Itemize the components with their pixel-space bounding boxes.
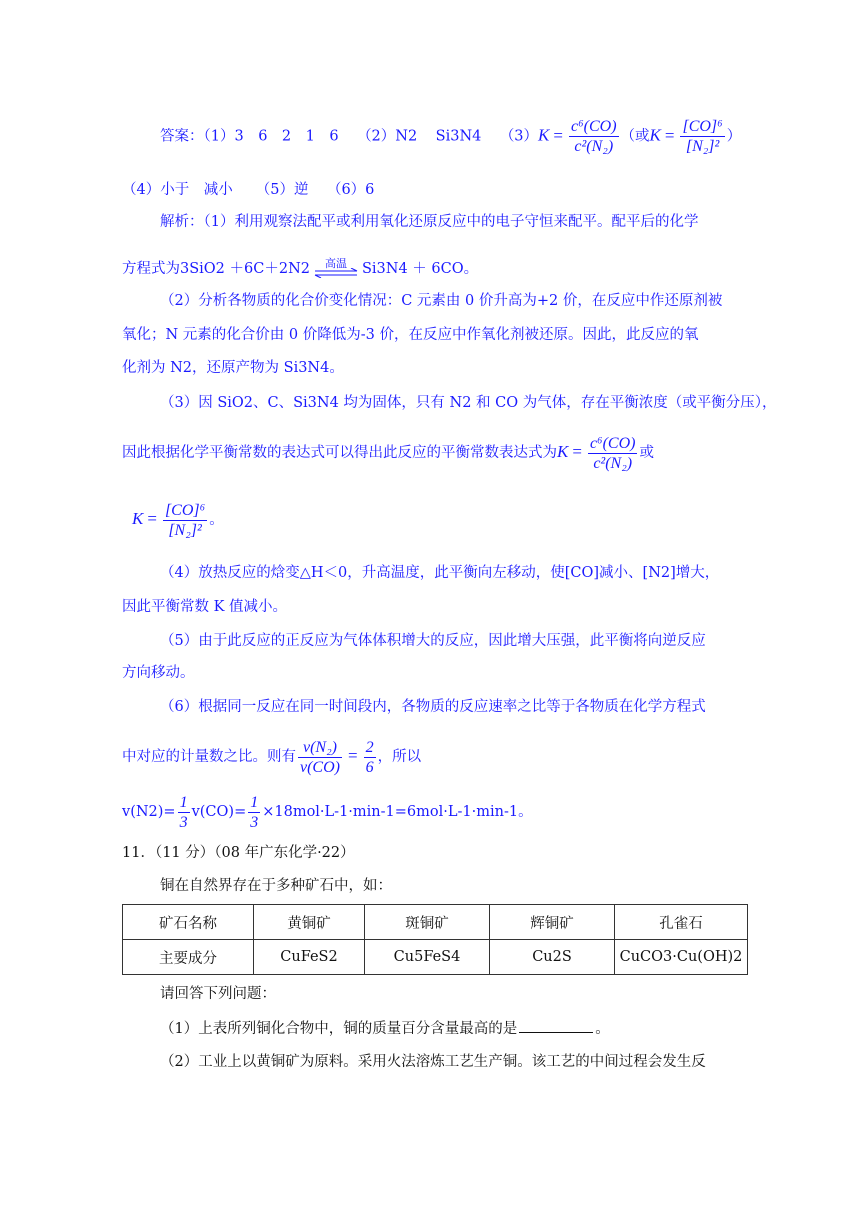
analysis-p2-line3: 化剂为 N2，还原产物为 Si3N4。 — [122, 360, 344, 376]
k-concentration-fraction — [569, 117, 619, 156]
analysis-p3-or: 或 — [639, 445, 654, 461]
answer-line-2 — [122, 180, 374, 200]
rate-calc-b: v(CO)= — [191, 804, 247, 820]
question-number: 11．（11 分）（08 年广东化学·22） — [122, 845, 355, 861]
answer-part3-close: ） — [726, 128, 742, 145]
question-prompt: 请回答下列问题： — [160, 986, 276, 1002]
answer-line — [160, 117, 741, 156]
k-numerator: c⁶(CO) — [570, 118, 617, 135]
one-third-fraction-2 — [248, 793, 260, 832]
rate-ratio-numerator: v(N₂) — [298, 738, 342, 758]
k-bracket-fraction — [680, 117, 724, 156]
k-bracket-numerator: [CO]⁶ — [682, 118, 723, 135]
analysis-p5-line1: （5）由于此反应的正反应为气体体积增大的反应，因此增大压强，此平衡将向逆反应 — [160, 633, 706, 649]
analysis-p6-line3 — [122, 790, 533, 834]
rate-ratio-fraction — [298, 738, 342, 777]
k-bracket-fraction-2 — [163, 501, 207, 540]
analysis-p6-text: 中对应的计量数之比。则有 — [122, 749, 296, 765]
analysis-p3-line2 — [122, 430, 654, 475]
formula-equals-2: = — [572, 442, 582, 461]
rate-calc-a: v(N2)= — [122, 804, 176, 820]
table-cell: Cu5FeS4 — [365, 940, 490, 975]
table-header-cell: 矿石名称 — [123, 905, 254, 940]
table-cell: Cu2S — [490, 940, 615, 975]
answer-part3-label: （3） — [499, 128, 539, 145]
analysis-p2-line1: （2）分析各物质的化合价变化情况：C 元素由 0 价升高为+2 价，在反应中作还原剂被 — [160, 293, 723, 309]
rate-ratio-denominator: v(CO) — [300, 758, 340, 776]
answer-part1-label: （1） — [203, 128, 235, 145]
equation-products: Si3N4 ＋ 6CO。 — [361, 261, 479, 277]
analysis-p6-line1: （6）根据同一反应在同一时间段内，各物质的反应速率之比等于各物质在化学方程式 — [160, 699, 706, 715]
rate-calc-c: ×18mol·L-1·min-1=6mol·L-1·min-1。 — [262, 804, 533, 820]
analysis-p5-line2: 方向移动。 — [122, 665, 195, 681]
answer-part2-product: Si3N4 — [435, 128, 482, 145]
k-bracket-numerator-2: [CO]⁶ — [164, 501, 206, 519]
answer-part2-oxidant: N2 — [395, 128, 418, 145]
analysis-p6-line2 — [122, 734, 421, 779]
table-row — [123, 905, 748, 940]
answer-blank-input[interactable] — [519, 1018, 593, 1033]
equation-reactants: 3SiO2 ＋6C＋2N2 — [180, 261, 310, 277]
reaction-condition: 高温 — [324, 257, 347, 270]
one-third-denominator: 3 — [179, 813, 188, 831]
analysis-p3-line3 — [132, 497, 224, 542]
table-header-cell: 黄铜矿 — [254, 905, 365, 940]
k-bracket-denominator: [N₂]² — [685, 138, 720, 155]
one-third-fraction — [178, 793, 190, 832]
table-cell: 主要成分 — [123, 940, 254, 975]
question-part1 — [160, 1018, 610, 1039]
equilibrium-arrow-icon — [314, 258, 358, 280]
rate-ratio-equals: = — [347, 746, 358, 765]
answer-part5: （5）逆 — [255, 182, 309, 198]
rate-value-fraction — [364, 738, 376, 777]
one-third-numerator-2: 1 — [250, 793, 259, 811]
answer-prefix: 答案： — [160, 128, 204, 145]
k-bracket-denominator-2: [N₂]² — [168, 521, 202, 539]
analysis-intro: 解析：（1）利用观察法配平或利用氧化还原反应中的电子守恒来配平。配平后的化学 — [160, 214, 699, 230]
one-third-denominator-2: 3 — [250, 813, 259, 831]
answer-part2-label: （2） — [357, 128, 396, 145]
table-row — [123, 940, 748, 975]
k-concentration-fraction-2 — [588, 434, 638, 473]
answer-part1-coeffs: 3 6 2 1 6 — [234, 128, 339, 145]
reaction-equation — [122, 258, 478, 280]
k-denominator: c²(N₂) — [574, 138, 614, 155]
rate-value-denominator: 6 — [365, 758, 374, 776]
formula-equals-alt: = — [664, 125, 675, 145]
formula-k-symbol-3: K — [132, 509, 144, 528]
analysis-p3-end: 。 — [209, 512, 224, 528]
k-numerator-2: c⁶(CO) — [589, 434, 636, 452]
answer-part6: （6）6 — [326, 182, 375, 198]
analysis-p4-line1: （4）放热反应的焓变△H＜0，升高温度，此平衡向左移动，使[CO]减小、[N2]增大， — [160, 565, 720, 581]
question-intro: 铜在自然界存在于多种矿石中，如： — [160, 878, 392, 894]
question-part1-text: （1）上表所列铜化合物中，铜的质量百分含量最高的是 — [160, 1021, 518, 1037]
question-part1-end: 。 — [595, 1021, 610, 1037]
question-part2: （2）工业上以黄铜矿为原料。采用火法溶炼工艺生产铜。该工艺的中间过程会发生反 — [160, 1054, 706, 1070]
formula-equals-3: = — [147, 509, 157, 528]
equation-prefix: 方程式为 — [122, 261, 180, 277]
k-denominator-2: c²(N₂) — [593, 454, 633, 472]
analysis-p3-text: 因此根据化学平衡常数的表达式可以得出此反应的平衡常数表达式为 — [122, 445, 557, 461]
table-header-cell: 辉铜矿 — [490, 905, 615, 940]
analysis-p6-suffix: ，所以 — [377, 749, 422, 765]
rate-value-numerator: 2 — [365, 738, 374, 756]
formula-k-symbol-2: K — [557, 442, 569, 461]
table-header-cell: 斑铜矿 — [365, 905, 490, 940]
answer-part3-or: （或 — [620, 128, 650, 145]
ore-table — [122, 904, 748, 975]
analysis-p4-line2: 因此平衡常数 K 值减小。 — [122, 599, 288, 615]
one-third-numerator: 1 — [179, 793, 188, 811]
table-cell: CuFeS2 — [254, 940, 365, 975]
table-cell: CuCO3·Cu(OH)2 — [615, 940, 748, 975]
answer-part4: （4）小于 减小 — [122, 182, 233, 198]
formula-k-symbol-alt: K — [649, 125, 661, 145]
table-header-cell: 孔雀石 — [615, 905, 748, 940]
formula-k-symbol: K — [538, 125, 550, 145]
analysis-p2-line2: 氧化；N 元素的化合价由 0 价降低为-3 价，在反应中作氧化剂被还原。因此，此反应的氧 — [122, 327, 699, 343]
analysis-p3-line1: （3）因 SiO2、C、Si3N4 均为固体，只有 N2 和 CO 为气体，存在平衡浓度（或平衡分压）， — [160, 395, 777, 411]
formula-equals: = — [553, 125, 563, 145]
